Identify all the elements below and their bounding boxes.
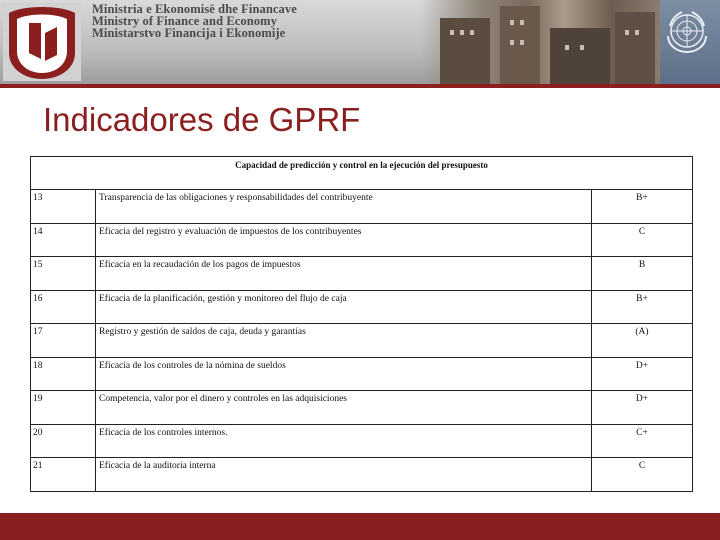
page-title: Indicadores de GPRF [43,101,361,138]
indicator-number: 17 [31,324,96,358]
indicator-number: 15 [31,257,96,291]
indicator-number: 14 [31,223,96,257]
table-row [31,257,693,291]
indicator-number: 13 [31,190,96,224]
indicator-score: B [592,257,693,291]
indicator-score: B+ [592,290,693,324]
indicator-score: (A) [592,324,693,358]
un-emblem-icon [662,6,712,56]
header-banner [0,0,720,88]
indicator-description: Competencia, valor por el dinero y controles en las adquisiciones [96,391,592,425]
indicator-description: Eficacia en la recaudación de los pagos de impuestos [96,257,592,291]
header-red-strip [0,84,720,88]
table-row [31,290,693,324]
table-row [31,391,693,425]
indicators-table [30,156,693,492]
table-row [31,424,693,458]
indicator-number: 18 [31,357,96,391]
ministry-name-bosnian: Ministarstvo Financija i Ekonomije [92,26,286,40]
indicator-number: 21 [31,458,96,492]
indicator-description: Eficacia de la planificación, gestión y monitoreo del flujo de caja [96,290,592,324]
indicator-number: 20 [31,424,96,458]
indicator-description: Eficacia de los controles de la nómina de sueldos [96,357,592,391]
table-row [31,324,693,358]
building-photo [420,0,660,88]
ministry-logo-icon [3,3,81,81]
ministry-name-albanian: Ministria e Ekonomisë dhe Financave [92,2,297,16]
indicator-score: D+ [592,391,693,425]
indicator-number: 19 [31,391,96,425]
indicator-score: C+ [592,424,693,458]
table-row [31,357,693,391]
ministry-names [92,3,297,39]
table-row [31,223,693,257]
table-row [31,458,693,492]
indicator-score: C [592,458,693,492]
indicator-score: D+ [592,357,693,391]
footer-bar [0,513,720,540]
indicator-description: Eficacia de la auditoría interna [96,458,592,492]
indicator-description: Registro y gestión de saldos de caja, deuda y garantías [96,324,592,358]
indicator-description: Eficacia del registro y evaluación de impuestos de los contribuyentes [96,223,592,257]
table-heading: Capacidad de predicción y control en la ejecución del presupuesto [31,157,693,190]
table-heading-row [31,157,693,190]
indicator-description: Transparencia de las obligaciones y responsabilidades del contribuyente [96,190,592,224]
indicator-score: B+ [592,190,693,224]
indicator-score: C [592,223,693,257]
ministry-name-english: Ministry of Finance and Economy [92,14,278,28]
indicator-description: Eficacia de los controles internos. [96,424,592,458]
indicator-number: 16 [31,290,96,324]
table-row [31,190,693,224]
